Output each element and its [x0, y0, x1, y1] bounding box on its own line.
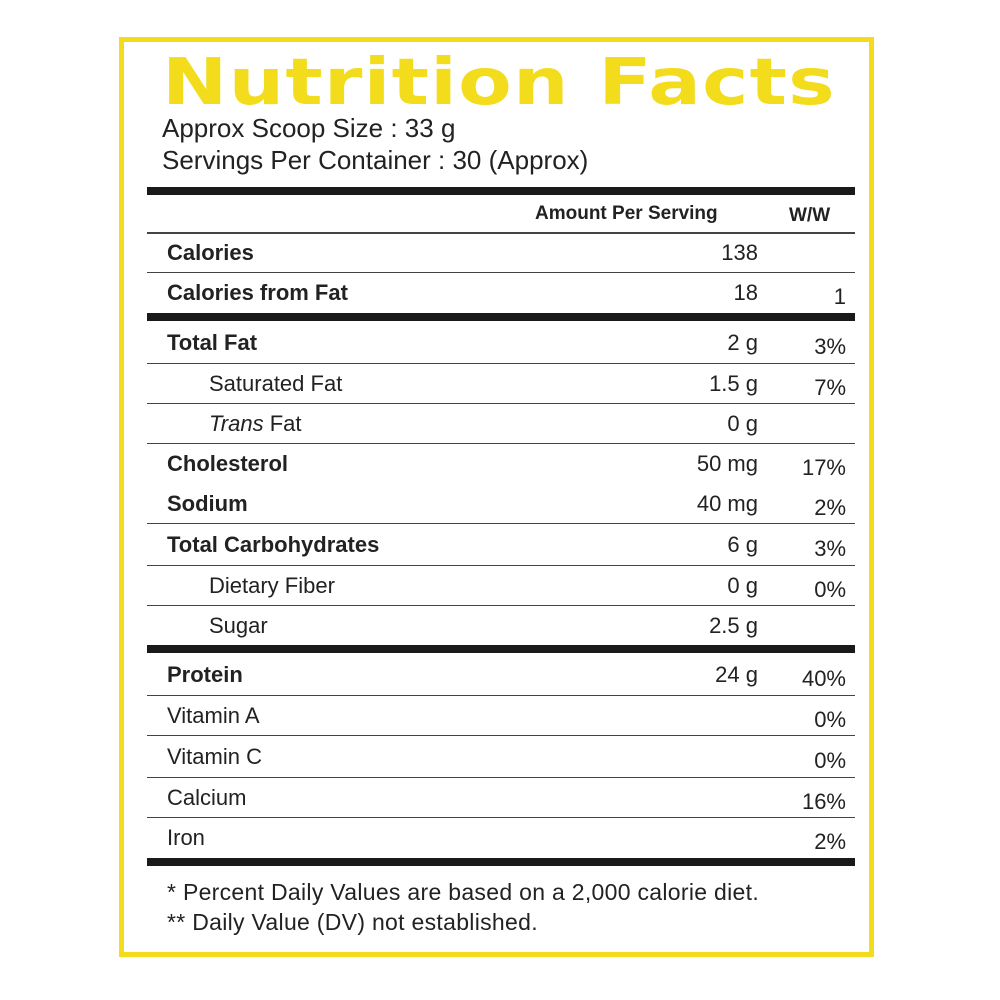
- amount-per-serving-header: Amount Per Serving: [535, 203, 718, 224]
- row-label: Calcium: [167, 784, 247, 810]
- row-amount: 6 g: [727, 531, 758, 557]
- row-trans-fat: [147, 404, 855, 444]
- row-label: Calories: [167, 239, 254, 265]
- row-label: Protein: [167, 661, 243, 687]
- row-amount: 50 mg: [696, 451, 758, 476]
- row-amount: 40 mg: [696, 490, 758, 516]
- row-total-carbohydrates: [147, 524, 855, 566]
- row-dv: 3%: [814, 535, 846, 561]
- row-amount: 0 g: [727, 572, 758, 598]
- row-dv: 17%: [801, 455, 846, 480]
- row-amount: 2 g: [727, 329, 758, 355]
- row-dv: 0%: [814, 706, 846, 732]
- row-calories: [147, 233, 855, 273]
- row-dv: 7%: [814, 374, 846, 400]
- thick-rule-fat: [147, 313, 855, 321]
- row-label: Vitamin C: [167, 743, 262, 769]
- row-label: Calories from Fat: [167, 280, 348, 305]
- row-label: Total Carbohydrates: [167, 531, 380, 557]
- row-dv: 40%: [801, 665, 846, 691]
- row-sodium: [147, 484, 855, 524]
- row-label: Cholesterol: [167, 451, 289, 476]
- row-label: [209, 411, 302, 437]
- top-thick-rule: [147, 187, 855, 195]
- serving-size: Approx Scoop Size : 33 g: [162, 113, 456, 143]
- row-calcium: [147, 778, 855, 818]
- footnote-dv-not-established: ** Daily Value (DV) not established.: [167, 909, 538, 935]
- row-iron: [147, 818, 855, 858]
- row-cholesterol: [147, 444, 855, 484]
- row-dietary-fiber: [147, 566, 855, 606]
- nutrition-title: Nutrition Facts: [162, 46, 836, 120]
- trans-italic: Trans: [209, 410, 264, 436]
- row-label: Iron: [167, 825, 205, 850]
- row-label: Dietary Fiber: [209, 572, 335, 598]
- bottom-thick-rule: [147, 858, 855, 866]
- row-protein: [147, 654, 855, 696]
- row-amount: 138: [721, 239, 758, 265]
- servings-per-container: Servings Per Container : 30 (Approx): [162, 145, 589, 175]
- trans-rest: Fat: [263, 410, 302, 436]
- row-label: Total Fat: [167, 329, 258, 355]
- row-dv: 1: [833, 284, 846, 309]
- row-vitamin-a: [147, 696, 855, 736]
- row-dv: 0%: [814, 747, 846, 773]
- row-calories-from-fat: [147, 273, 855, 313]
- row-label: Vitamin A: [167, 702, 260, 728]
- row-dv: 0%: [814, 576, 846, 602]
- thick-rule-protein: [147, 645, 855, 653]
- row-amount: 24 g: [715, 661, 758, 687]
- row-total-fat: [147, 322, 855, 364]
- row-dv: 3%: [814, 333, 846, 359]
- ww-header: W/W: [789, 205, 831, 226]
- row-amount: 0 g: [727, 410, 758, 436]
- row-label: Sugar: [209, 613, 268, 638]
- row-label: Sodium: [167, 490, 248, 516]
- row-amount: 18: [733, 280, 758, 305]
- row-sugar: [147, 606, 855, 646]
- row-saturated-fat: [147, 364, 855, 404]
- row-amount: 1.5 g: [709, 370, 758, 396]
- row-dv: 16%: [801, 788, 846, 814]
- row-vitamin-c: [147, 736, 855, 778]
- row-amount: 2.5 g: [709, 613, 758, 638]
- footnote-daily-values: * Percent Daily Values are based on a 2,000 calorie diet.: [167, 879, 760, 905]
- row-dv: 2%: [814, 494, 846, 520]
- row-label: Saturated Fat: [209, 370, 343, 396]
- row-dv: 2%: [814, 829, 846, 854]
